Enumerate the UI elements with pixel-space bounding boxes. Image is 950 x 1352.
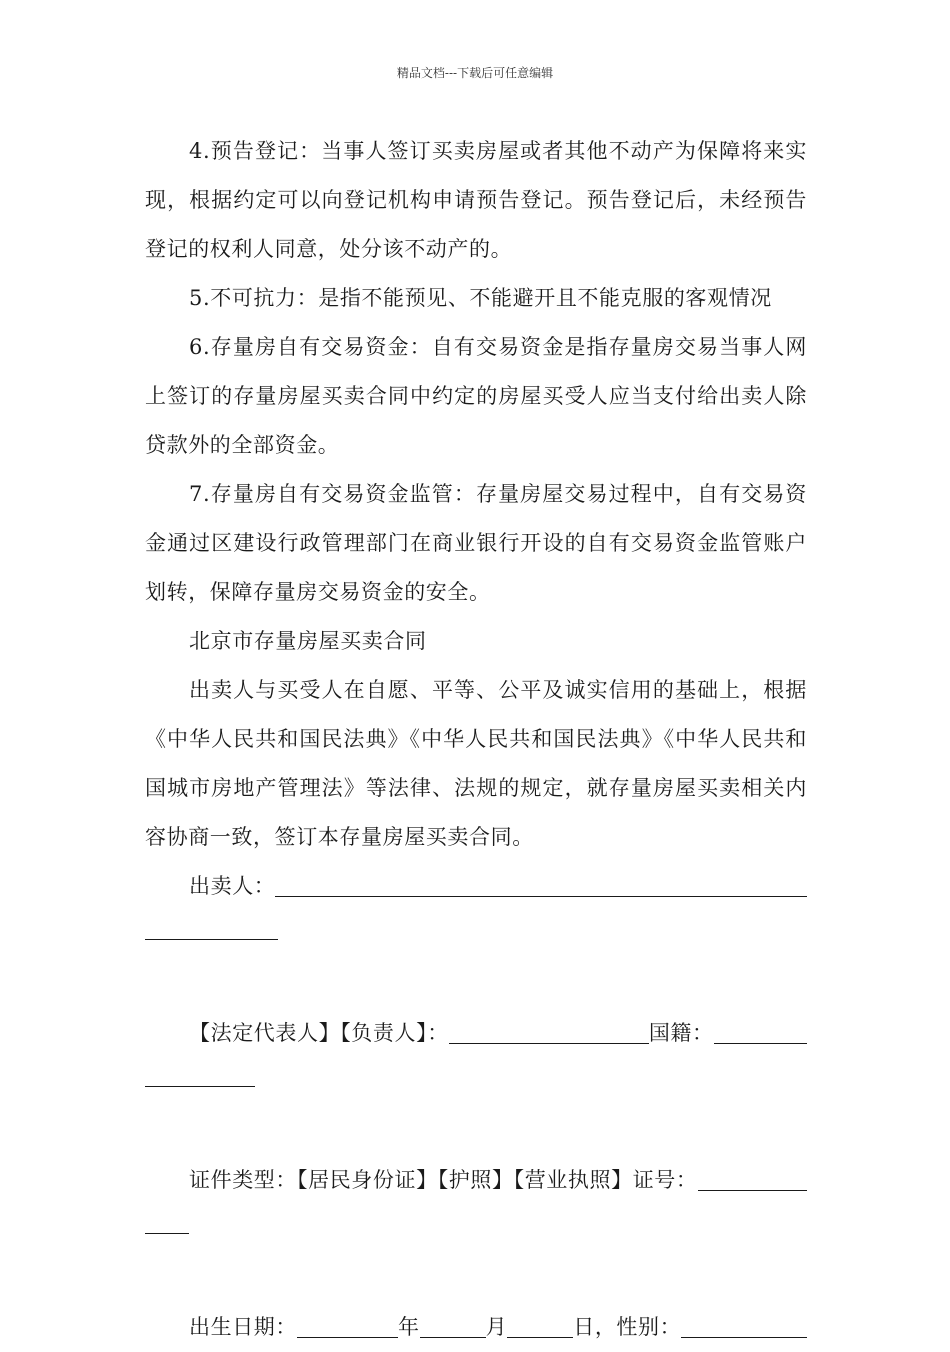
seller-field <box>145 862 807 960</box>
definition-7: 7.存量房自有交易资金监管：存量房屋交易过程中，自有交易资金通过区建设行政管理部门在商业银行开设的自有交易资金监管账户划转，保障存量房交易资金的安全。 <box>145 482 807 604</box>
definition-6: 6.存量房自有交易资金：自有交易资金是指存量房交易当事人网上签订的存量房屋买卖合同中约定的房屋买受人应当支付给出卖人除贷款外的全部资金。 <box>145 335 807 457</box>
seller-blank-continued[interactable] <box>145 939 278 940</box>
month-label: 月 <box>485 1315 508 1339</box>
definition-4: 4.预告登记：当事人签订买卖房屋或者其他不动产为保障将来实现，根据约定可以向登记机构申请预告登记。预告登记后，未经预告登记的权利人同意，处分该不动产的。 <box>145 139 807 261</box>
birth-year-blank[interactable] <box>297 1337 398 1338</box>
seller-label: 出卖人： <box>189 874 276 898</box>
representative-field <box>145 1009 807 1107</box>
id-number-blank[interactable] <box>698 1190 808 1191</box>
birth-month-blank[interactable] <box>420 1337 486 1338</box>
contract-title: 北京市存量房屋买卖合同 <box>189 629 427 653</box>
birth-date-field <box>145 1303 807 1352</box>
id-type-label: 证件类型：【居民身份证】【护照】【营业执照】证号： <box>189 1168 698 1192</box>
birth-date-label: 出生日期： <box>189 1315 297 1339</box>
seller-blank[interactable] <box>275 896 807 897</box>
representative-label: 【法定代表人】【负责人】： <box>189 1021 449 1045</box>
document-body <box>145 127 807 1352</box>
contract-intro: 出卖人与买受人在自愿、平等、公平及诚实信用的基础上，根据《中华人民共和国民法典》《中华人民共和国民法典》《中华人民共和国城市房地产管理法》等法律、法规的规定，就存量房屋买卖相关内容协商一致，签订本存量房屋买卖合同。 <box>145 678 807 849</box>
representative-blank[interactable] <box>449 1043 649 1044</box>
year-label: 年 <box>398 1315 420 1339</box>
birth-day-blank[interactable] <box>507 1337 573 1338</box>
nationality-label: 国籍： <box>648 1021 714 1045</box>
definition-5: 5.不可抗力：是指不能预见、不能避开且不能克服的客观情况 <box>189 286 772 310</box>
page-header: 精品文档---下载后可任意编辑 <box>396 66 554 80</box>
nationality-blank[interactable] <box>714 1043 807 1044</box>
day-gender-label: 日，性别： <box>573 1315 682 1339</box>
nationality-blank-continued[interactable] <box>145 1086 255 1087</box>
gender-blank[interactable] <box>681 1337 807 1338</box>
id-number-blank-continued[interactable] <box>145 1233 189 1234</box>
id-type-field <box>145 1156 807 1254</box>
